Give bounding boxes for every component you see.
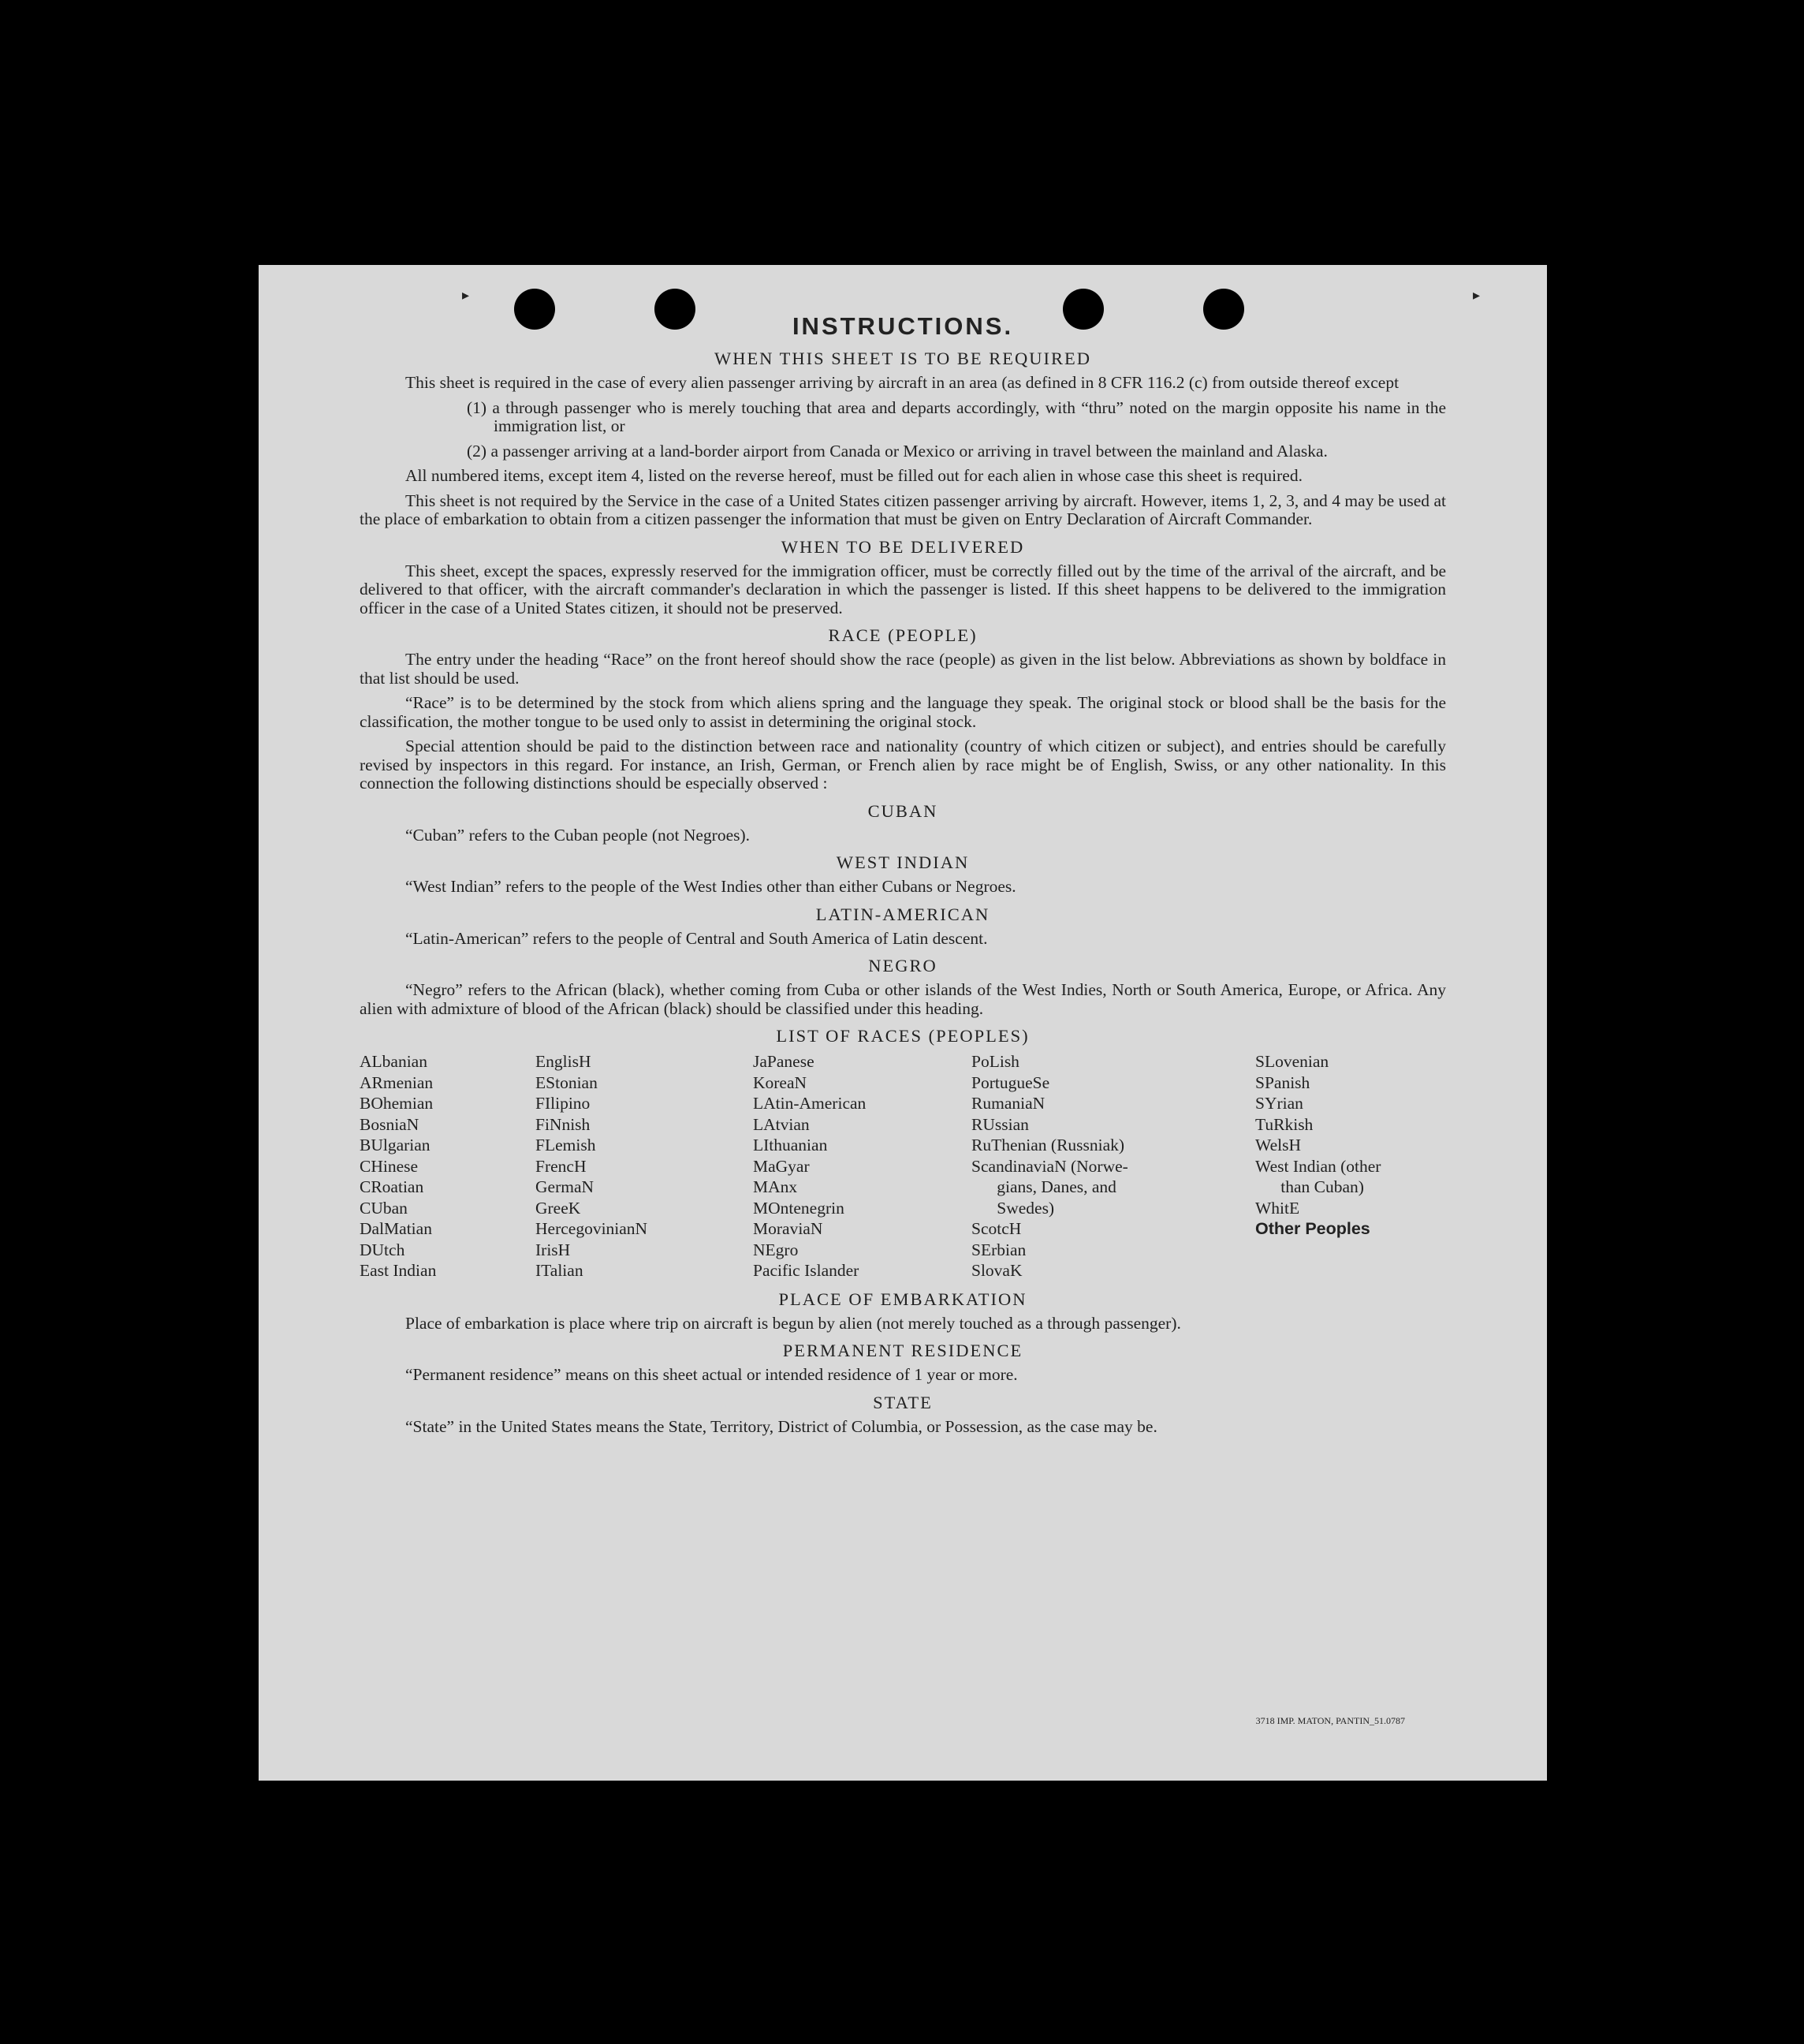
punch-hole [1203, 289, 1244, 330]
race-item: MaGyar [753, 1156, 810, 1176]
race-item: FIlipino [535, 1094, 591, 1113]
race-item: MoraviaN [753, 1219, 823, 1238]
instruction-sheet [259, 265, 1547, 1781]
race-item: KoreaN [753, 1072, 807, 1092]
race-item: EnglisH [535, 1052, 591, 1071]
list-item: (1) a through passenger who is merely touching that area and departs accordingly, with “thru” noted on the margin opposite his name in the immigration list, or [467, 397, 1446, 435]
race-item: SPanish [1255, 1072, 1310, 1092]
section-heading: PLACE OF EMBARKATION [778, 1289, 1027, 1309]
race-item: WelsH [1255, 1136, 1301, 1154]
paragraph: “Cuban” refers to the Cuban people (not Negroes). [405, 825, 751, 845]
paragraph: This sheet, except the spaces, expressly reserved for the immigration officer, must be correctly filled out by the time of the arrival of the aircraft, and be delivered to that officer, with the aircraft commander's declaration in which the passenger is listed. If this sheet happens to be delivered to the immigration officer in the case of a United States citizen, it should not be preserved. [360, 561, 1446, 617]
race-column [971, 1051, 1255, 1281]
race-item: WhitE [1255, 1198, 1300, 1218]
race-item: than Cuban) [1255, 1177, 1364, 1196]
race-item: SLovenian [1255, 1052, 1329, 1071]
race-item: SErbian [971, 1240, 1027, 1259]
section-heading: PERMANENT RESIDENCE [782, 1341, 1023, 1360]
race-item: JaPanese [753, 1052, 814, 1071]
section-heading: WHEN TO BE DELIVERED [781, 536, 1025, 557]
race-item: RUssian [971, 1114, 1029, 1134]
punch-hole [514, 289, 555, 330]
paragraph: “Race” is to be determined by the stock from which aliens spring and the language they speak. The original stock or blood shall be the basis for the classification, the mother tongue to be used only to assist in determining the original stock. [360, 693, 1446, 731]
race-item: SlovaK [971, 1261, 1023, 1280]
race-item: ITalian [535, 1261, 583, 1280]
race-item: FrencH [535, 1156, 587, 1176]
race-item: FLemish [535, 1136, 596, 1154]
race-item: ScandinaviaN (Norwe- [971, 1156, 1128, 1176]
race-item: DUtch [360, 1240, 405, 1259]
paragraph: All numbered items, except item 4, listed on the reverse hereof, must be filled out for each alien in whose case this sheet is required. [405, 466, 1303, 485]
section-heading: WHEN THIS SHEET IS TO BE REQUIRED [714, 349, 1092, 368]
race-item: LAtvian [753, 1114, 810, 1134]
race-item: SYrian [1255, 1094, 1303, 1113]
section-heading: RACE (PEOPLE) [828, 625, 978, 645]
race-item: RuThenian (Russniak) [971, 1136, 1125, 1154]
section-heading: STATE [873, 1392, 933, 1412]
paragraph: The entry under the heading “Race” on the front hereof should show the race (people) as given in the list below. Abbreviations as shown by boldface in that list should be used. [360, 650, 1446, 688]
race-item: MAnx [753, 1177, 798, 1196]
paragraph: Place of embarkation is place where trip on aircraft is begun by alien (not merely touched as a through passenger). [405, 1313, 1181, 1333]
race-item: HercegovinianN [535, 1219, 648, 1238]
race-item: BosniaN [360, 1114, 419, 1134]
paragraph: “State” in the United States means the State, Territory, District of Columbia, or Possession, as the case may be. [405, 1416, 1157, 1436]
race-column [1255, 1051, 1444, 1281]
arrow-icon: ▸ [462, 287, 470, 303]
race-item: ScotcH [971, 1219, 1022, 1238]
arrow-icon: ▸ [1473, 287, 1481, 303]
race-item: Swedes) [971, 1198, 1055, 1218]
race-column [360, 1051, 535, 1281]
section-heading: LATIN-AMERICAN [815, 904, 990, 924]
race-column [753, 1051, 971, 1281]
list-item: (2) a passenger arriving at a land-border airport from Canada or Mexico or arriving in travel between the mainland and Alaska. [467, 441, 1328, 461]
race-item: Other Peoples [1255, 1219, 1370, 1238]
printer-imprint: 3718 IMP. MATON, PANTIN_51.0787 [1255, 1715, 1405, 1726]
race-item: FiNnish [535, 1114, 591, 1134]
section-heading: NEGRO [868, 956, 937, 975]
race-item: CHinese [360, 1156, 419, 1176]
race-item: EStonian [535, 1072, 598, 1092]
race-item: GermaN [535, 1177, 594, 1196]
race-item: CUban [360, 1198, 408, 1218]
race-item: BOhemian [360, 1094, 434, 1113]
race-item: LIthuanian [753, 1136, 828, 1154]
race-item: ARmenian [360, 1072, 434, 1092]
race-item: NEgro [753, 1240, 799, 1259]
race-column [535, 1051, 753, 1281]
paragraph: “Negro” refers to the African (black), whether coming from Cuba or other islands of the West Indies, North or South America, Europe, or Africa. Any alien with admixture of blood of the African (black) should be classified under this heading. [360, 980, 1446, 1018]
page-title: INSTRUCTIONS. [792, 312, 1014, 340]
race-item: CRoatian [360, 1177, 424, 1196]
race-item: LAtin-American [753, 1094, 867, 1113]
race-item: West Indian (other [1255, 1156, 1381, 1176]
race-item: IrisH [535, 1240, 571, 1259]
paragraph: This sheet is required in the case of every alien passenger arriving by aircraft in an area (as defined in 8 CFR 116.2 (c) from outside thereof except [405, 373, 1400, 392]
race-item: gians, Danes, and [971, 1177, 1116, 1196]
section-heading: CUBAN [867, 800, 938, 821]
race-item: ALbanian [360, 1052, 427, 1071]
race-item: PoLish [971, 1052, 1019, 1071]
race-item: DalMatian [360, 1219, 432, 1238]
race-item: Pacific Islander [753, 1261, 859, 1280]
race-item: BUlgarian [360, 1136, 430, 1154]
paragraph: Special attention should be paid to the distinction between race and nationality (country of which citizen or subject), and entries should be carefully revised by inspectors in this regard. For instance, an Irish, German, or French alien by race might be of English, Swiss, or any other nationality. In this connection the following distinctions should be especially observed : [360, 737, 1446, 793]
section-heading: LIST OF RACES (PEOPLES) [776, 1026, 1030, 1046]
race-item: RumaniaN [971, 1094, 1046, 1113]
section-heading: WEST INDIAN [836, 852, 970, 872]
race-list [360, 1051, 1446, 1281]
race-item: TuRkish [1255, 1114, 1314, 1134]
paragraph: This sheet is not required by the Service in the case of a United States citizen passenger arriving by aircraft. However, items 1, 2, 3, and 4 may be used at the place of embarkation to obtain from a citizen passenger the information that must be given on Entry Declaration of Aircraft Commander. [360, 490, 1446, 528]
race-item: GreeK [535, 1198, 581, 1218]
punch-hole [1063, 289, 1104, 330]
race-item: MOntenegrin [753, 1198, 844, 1218]
paragraph: “Latin-American” refers to the people of Central and South America of Latin descent. [405, 928, 988, 948]
punch-hole [654, 289, 695, 330]
race-item: PortugueSe [971, 1072, 1050, 1092]
paragraph: “West Indian” refers to the people of the West Indies other than either Cubans or Negroes. [405, 877, 1016, 896]
race-item: East Indian [360, 1261, 437, 1280]
paragraph: “Permanent residence” means on this sheet actual or intended residence of 1 year or more. [405, 1365, 1018, 1384]
